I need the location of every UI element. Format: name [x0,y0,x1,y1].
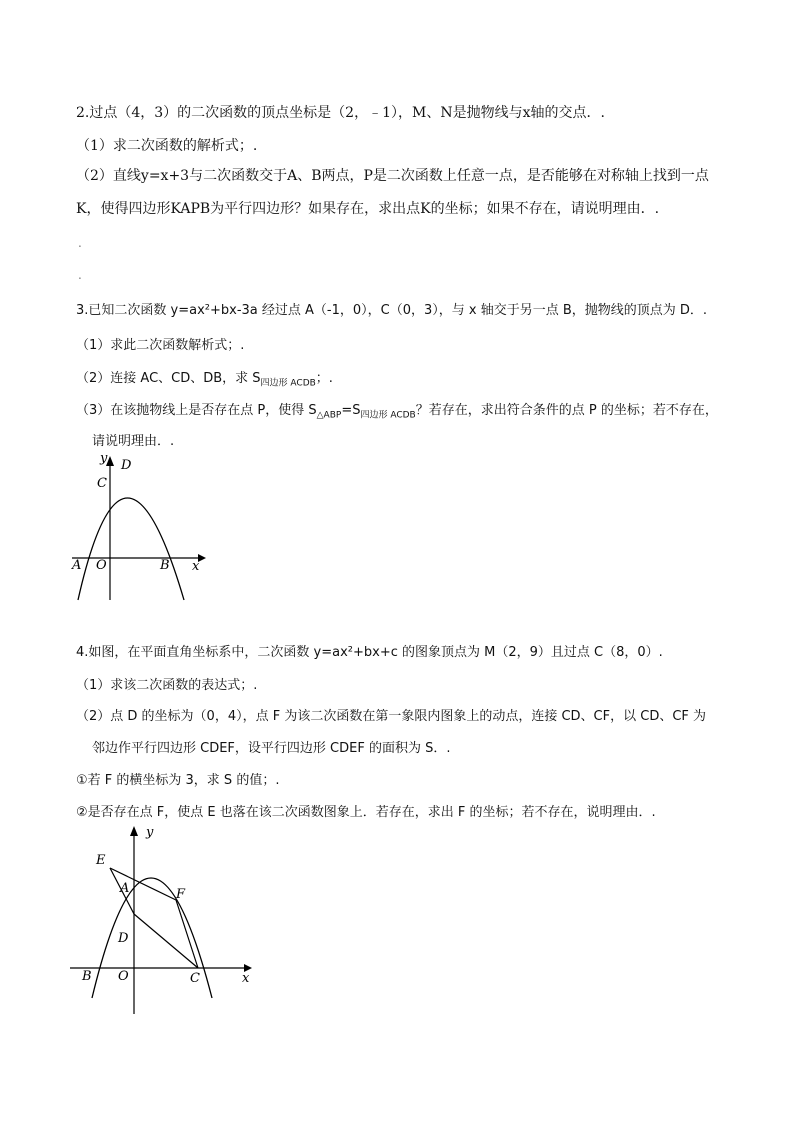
point-label-d: D [118,931,129,946]
x-axis-label: x [192,559,200,574]
q4-parallelogram-figure [66,820,266,1020]
q3-part1: （1）求此二次函数解析式；. [76,338,245,353]
q4-title: 4.如图，在平面直角坐标系中，二次函数 y=ax²+bx+c 的图象顶点为 M（2，9）且过点 C（8，0）. [76,645,663,660]
q3-part3-text: （3）在该抛物线上是否存在点 P，使得 S [76,403,317,418]
q4-part2-line1: （2）点 D 的坐标为（0，4），点 F 为该二次函数在第一象限内图象上的动点，连接 CD、CF，以 CD、CF 为 [76,709,707,724]
q4-part2-line2: 邻边作平行四边形 CDEF，设平行四边形 CDEF 的面积为 S．. [92,741,451,756]
q4-sub2: ②是否存在点 F，使点 E 也落在该二次函数图象上．若存在，求出 F 的坐标；若不存在，说明理由．. [76,805,656,820]
q4-sub1: ①若 F 的横坐标为 3，求 S 的值；. [76,773,280,788]
q2-part1: （1）求二次函数的解析式；. [76,138,258,154]
q3-part3-subscript-acdb: 四边形 ACDB [360,410,416,421]
q3-part3-eq: =S [341,403,361,418]
point-label-o: O [96,558,107,573]
y-axis-label: y [146,825,154,840]
point-label-f: F [176,887,186,902]
blank-mark: . [78,236,82,250]
q2-part2-line1: （2）直线y=x+3与二次函数交于A、B两点，P是二次函数上任意一点，是否能够在对称轴上找到一点 [76,168,709,184]
point-label-a: A [120,881,130,896]
q3-part2 [76,370,333,393]
blank-mark: . [78,268,82,282]
parabola-curve [78,498,184,600]
q3-part3 [76,402,718,425]
point-label-o: O [118,969,129,984]
point-label-b: B [160,558,170,573]
q3-title: 3.已知二次函数 y=ax²+bx-3a 经过点 A（-1，0），C（0，3），与 x 轴交于另一点 B，抛物线的顶点为 D．. [76,303,708,318]
q3-part3-line2: 请说明理由．. [92,434,175,449]
point-label-a: A [72,558,82,573]
q3-part2-text: （2）连接 AC、CD、DB，求 S [76,371,261,386]
y-axis-label: y [100,452,108,466]
q3-part3-subscript-abp: △ABP [316,410,342,421]
q3-parabola-figure [66,452,216,607]
point-label-c: C [190,971,200,986]
q3-part2-end: ；. [315,371,333,386]
q2-part2-line2: K，使得四边形KAPB为平行四边形？如果存在，求出点K的坐标；如果不存在，请说明理由．. [76,201,660,217]
q3-part3-tail: ？若存在，求出符合条件的点 P 的坐标；若不存在， [415,403,718,418]
q3-part2-subscript: 四边形 ACDB [260,378,316,389]
segment-fc [176,900,198,968]
q2-title: 2.过点（4，3）的二次函数的顶点坐标是（2，﹣1），M、N是抛物线与x轴的交点．. [76,105,605,121]
point-label-e: E [96,853,106,868]
x-axis-label: x [242,971,250,986]
point-label-b: B [82,969,92,984]
q4-part1: （1）求该二次函数的表达式；. [76,678,258,693]
point-label-c: C [97,476,107,491]
point-label-d: D [121,458,132,473]
y-axis-arrow [130,826,138,836]
